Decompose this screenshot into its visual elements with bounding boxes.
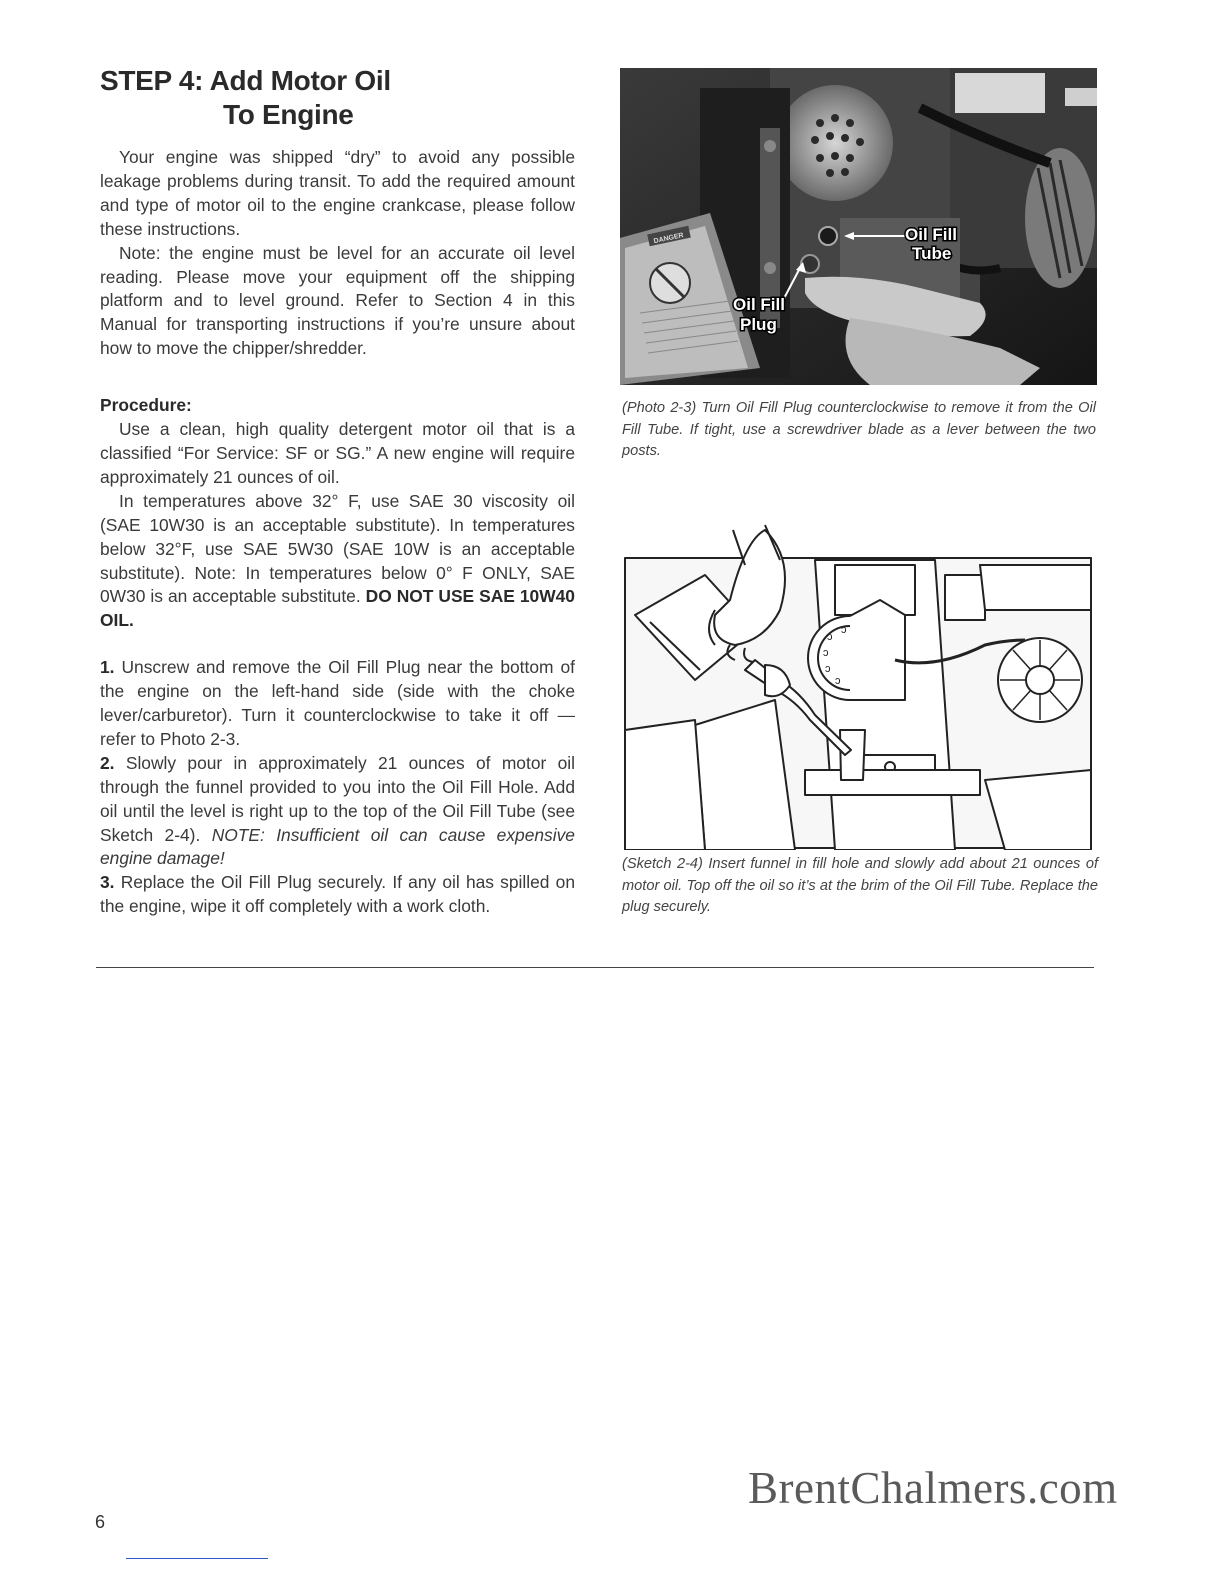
step-text: Slowly pour in approximately 21 ounces of motor oil through the funnel provided to you into the Oil Fill Hole. Add oil until the level is right up to the top of the Oil Fill Tube (see Sketch 2-4). — [100, 752, 575, 845]
watermark: BrentChalmers.com — [748, 1463, 1118, 1513]
bottom-decoration-line — [126, 1558, 268, 1559]
photo-label-tube-line-2: Tube — [912, 244, 952, 263]
photo-label-plug-line-1: Oil Fill — [733, 295, 785, 314]
step-2 — [100, 752, 575, 872]
oil-warning: DO NOT USE SAE 10W40 OIL. — [100, 586, 575, 631]
step-note: NOTE: Insufficient oil can cause expensive engine damage! — [100, 824, 575, 869]
left-column — [100, 64, 575, 919]
photo-label-plug-line-2: Plug — [740, 315, 777, 334]
intro-paragraph-1: Your engine was shipped “dry” to avoid any possible leakage problems during transit. To add the required amount and type of motor oil to the engine crankcase, please follow these instructions. — [100, 147, 575, 239]
photo-caption: (Photo 2-3) Turn Oil Fill Plug counterclockwise to remove it from the Oil Fill Tube. If tight, use a screwdriver blade as a lever between the two posts. — [622, 400, 1096, 460]
photo-label-tube-line-1: Oil Fill — [905, 225, 957, 244]
step-number: 3. — [100, 872, 115, 893]
procedure-paragraph-2 — [100, 490, 575, 633]
procedure-heading: Procedure: — [100, 395, 192, 416]
sketch-caption: (Sketch 2-4) Insert funnel in fill hole and slowly add about 21 ounces of motor oil. Top off the oil so it’s at the brim of the Oil Fill Tube. Replace the plug securely. — [622, 856, 1098, 916]
title-line-2: To Engine — [223, 99, 354, 130]
page-number: 6 — [95, 1512, 106, 1532]
step-number: 1. — [100, 657, 115, 678]
oil-viscosity-text: In temperatures above 32° F, use SAE 30 viscosity oil (SAE 10W30 is an acceptable substitute). In temperatures below 32°F, use SAE 5W30 (SAE 10W is an acceptable substitute). Note: In temperatures below 0° F ONLY, SAE 0W30 is an acceptable substitute. — [100, 490, 575, 607]
svg-text:ↄ: ↄ — [827, 631, 833, 643]
section-divider — [96, 967, 1094, 968]
procedure-paragraph-1: Use a clean, high quality detergent motor oil that is a classified “For Service: SF or SG.” A new engine will require approximately 21 ounces of oil. — [100, 419, 575, 487]
step-3 — [100, 871, 575, 919]
title-line-1: STEP 4: Add Motor Oil — [100, 65, 391, 96]
page-title — [100, 64, 575, 132]
intro-paragraph-2: Note: the engine must be level for an accurate oil level reading. Please move your equipment off the shipping platform and to level ground. Refer to Section 4 in this Manual for transporting instructions if you’re unsure about how to move the chipper/shredder. — [100, 242, 575, 359]
step-text: Unscrew and remove the Oil Fill Plug near the bottom of the engine on the left-hand side (side with the choke lever/carburetor). Turn it counterclockwise to take it off — refer to Photo 2-3. — [100, 657, 575, 749]
step-text: Replace the Oil Fill Plug securely. If any oil has spilled on the engine, wipe it off completely with a work cloth. — [100, 872, 575, 917]
step-1 — [100, 656, 575, 752]
svg-text:ↄ: ↄ — [835, 675, 841, 687]
oil-pour-sketch — [605, 520, 1099, 850]
svg-text:ↄ: ↄ — [841, 624, 847, 636]
svg-text:ↄ: ↄ — [823, 647, 829, 659]
engine-photo — [620, 68, 1097, 385]
step-number: 2. — [100, 752, 115, 773]
danger-sticker-text: DANGER — [653, 232, 685, 246]
engine-photo-image — [620, 68, 1097, 385]
svg-text:ↄ: ↄ — [825, 663, 831, 675]
